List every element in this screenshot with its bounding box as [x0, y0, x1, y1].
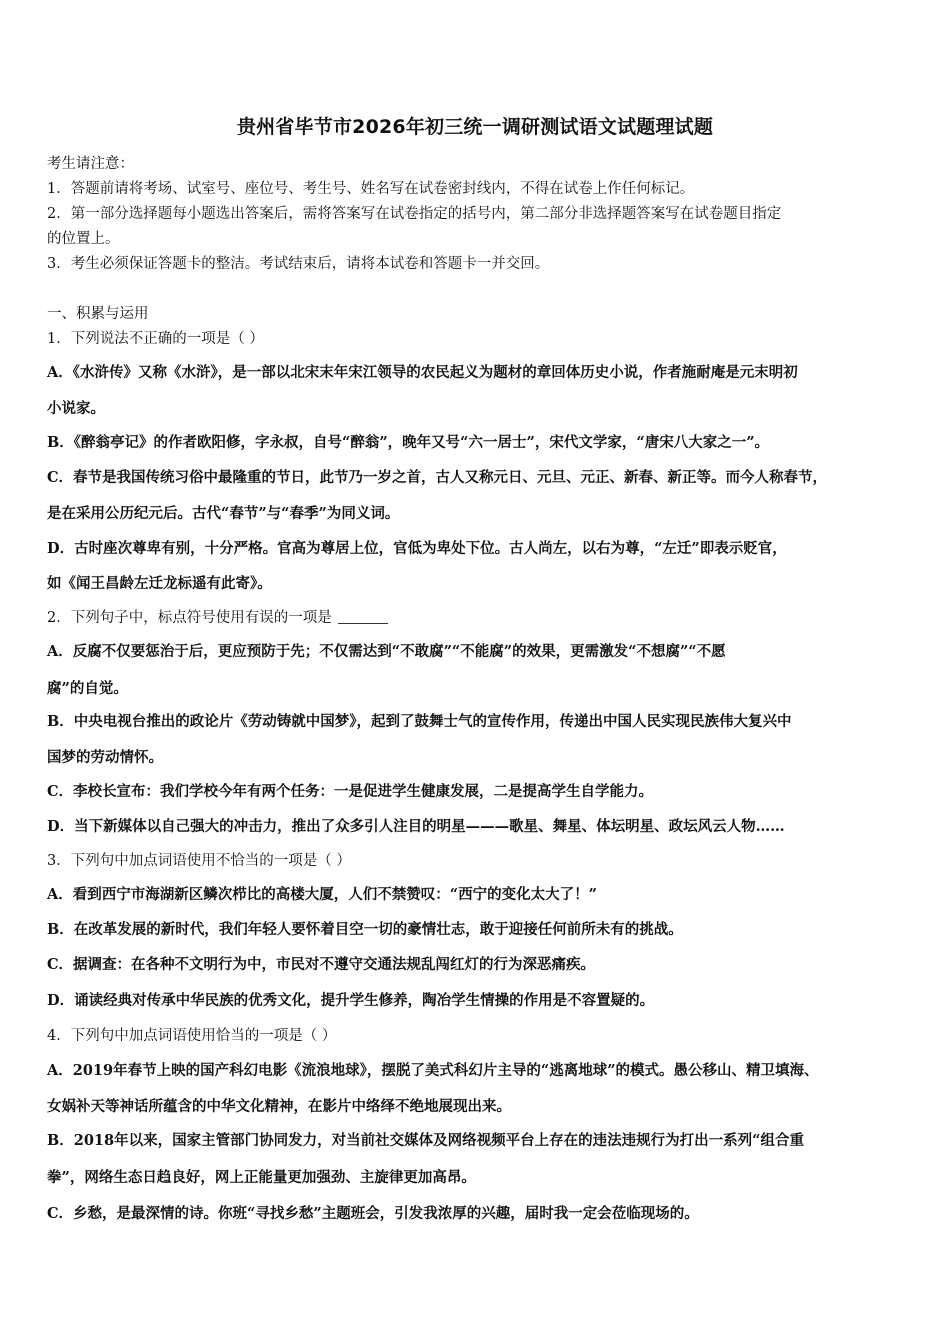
section-heading: 一、积累与运用 — [47, 306, 149, 322]
option-line: B．《醉翁亭记》的作者欧阳修，字永叔，自号“醉翁”，晚年又号“六一居士”，宋代文学家，“唐宋八大家之一”。 — [47, 434, 770, 451]
option-line: 女娲补天等神话所蕴含的中华文化精神，在影片中络绎不绝地展现出来。 — [47, 1098, 511, 1115]
answer-blank — [338, 609, 388, 624]
option-line: A．2019年春节上映的国产科幻电影《流浪地球》，摆脱了美式科幻片主导的“逃离地球”的模式。愚公移山、精卫填海、 — [47, 1062, 819, 1079]
notice-heading: 考生请注意： — [47, 156, 134, 172]
option-line: 如《闻王昌龄左迁龙标遥有此寄》。 — [47, 575, 272, 592]
notice-item: 的位置上。 — [47, 231, 120, 247]
notice-item: 3．考生必须保证答题卡的整洁。考试结束后，请将本试卷和答题卡一并交回。 — [47, 256, 550, 272]
option-line: A．《水浒传》又称《水浒》，是一部以北宋末年宋江领导的农民起义为题材的章回体历史小说，作者施耐庵是元末明初 — [47, 364, 798, 381]
option-line: C．春节是我国传统习俗中最隆重的节日，此节乃一岁之首，古人又称元日、元旦、元正、新春、新正等。而今人称春节， — [47, 469, 828, 486]
option-line: D．诵读经典对传承中华民族的优秀文化，提升学生修养，陶冶学生情操的作用是不容置疑的。 — [47, 992, 655, 1009]
option-line: 腐”的自觉。 — [47, 680, 128, 697]
option-line: 是在采用公历纪元后。古代“春节”与“春季”为同义词。 — [47, 505, 400, 522]
question-stem-2 — [47, 606, 388, 627]
question-stem-text: 2．下列句子中，标点符号使用有误的一项是 — [47, 610, 332, 626]
option-line: C．乡愁，是最深情的诗。你班“寻找乡愁”主题班会，引发我浓厚的兴趣，届时我一定会莅临现场的。 — [47, 1205, 699, 1222]
exam-title: 贵州省毕节市2026年初三统一调研测试语文试题理试题 — [236, 116, 714, 138]
option-line: B．中央电视台推出的政论片《劳动铸就中国梦》，起到了鼓舞士气的宣传作用，传递出中国人民实现民族伟大复兴中 — [47, 713, 792, 730]
notice-item: 1．答题前请将考场、试室号、座位号、考生号、姓名写在试卷密封线内，不得在试卷上作任何标记。 — [47, 181, 695, 197]
option-line: A．看到西宁市海湖新区鳞次栉比的高楼大厦，人们不禁赞叹：“西宁的变化太大了！” — [47, 886, 597, 903]
option-line: 小说家。 — [47, 400, 105, 417]
option-line: C．据调查：在各种不文明行为中，市民对不遵守交通法规乱闯红灯的行为深恶痛疾。 — [47, 956, 596, 973]
option-line: D．当下新媒体以自己强大的冲击力，推出了众多引人注目的明星———歌星、舞星、体坛明星、政坛风云人物…… — [47, 818, 785, 835]
option-line: D．古时座次尊卑有别，十分严格。官高为尊居上位，官低为卑处下位。古人尚左，以右为尊，“左迁”即表示贬官， — [47, 540, 787, 557]
notice-item: 2．第一部分选择题每小题选出答案后，需将答案写在试卷指定的括号内，第二部分非选择题答案写在试卷题目指定 — [47, 206, 782, 222]
option-line: 国梦的劳动情怀。 — [47, 749, 163, 766]
option-line: B．在改革发展的新时代，我们年轻人要怀着目空一切的豪情壮志，敢于迎接任何前所未有的挑战。 — [47, 921, 683, 938]
option-line: A．反腐不仅要惩治于后，更应预防于先；不仅需达到“不敢腐”“不能腐”的效果，更需激发“不想腐”“不愿 — [47, 643, 726, 660]
option-line: 拳”，网络生态日趋良好，网上正能量更加强劲、主旋律更加高昂。 — [47, 1169, 476, 1186]
option-line: C．李校长宣布：我们学校今年有两个任务：一是促进学生健康发展，二是提高学生自学能力。 — [47, 783, 654, 800]
question-stem: 3．下列句中加点词语使用不恰当的一项是（ ） — [47, 853, 351, 869]
question-stem: 1．下列说法不正确的一项是（ ） — [47, 331, 264, 347]
question-stem: 4．下列句中加点词语使用恰当的一项是（ ） — [47, 1028, 337, 1044]
option-line: B．2018年以来，国家主管部门协同发力，对当前社交媒体及网络视频平台上存在的违法违规行为打出一系列“组合重 — [47, 1132, 804, 1149]
notice-block — [47, 152, 907, 277]
